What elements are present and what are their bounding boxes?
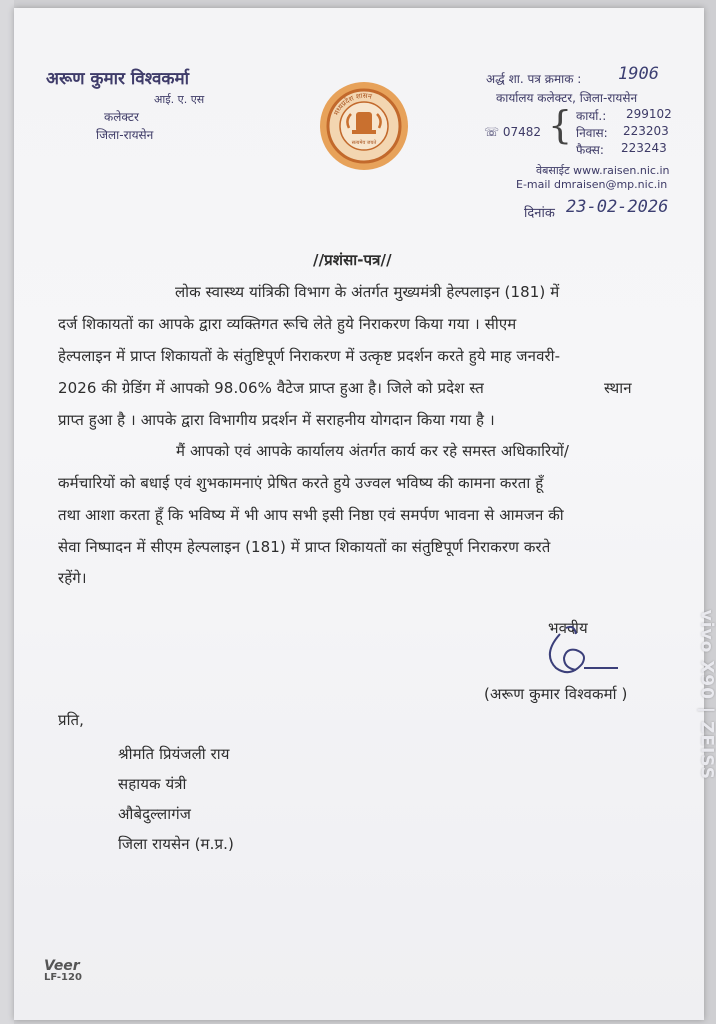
body-line-5: प्राप्त हुआ है । आपके द्वारा विभागीय प्रदर्शन में सराहनीय योगदान किया गया है । [58,411,495,429]
emblem-text: मध्यप्रदेश शासन [332,91,373,117]
date-label: दिनांक [524,206,555,221]
letter-title: //प्रशंसा-पत्र// [313,251,392,269]
signer-name: (अरूण कुमार विश्वकर्मा ) [484,685,628,703]
body-line-1: लोक स्वास्थ्य यांत्रिकी विभाग के अंतर्गत मुख्यमंत्री हेल्पलाइन (181) में [175,283,560,301]
date-value: 23-02-2026 [566,197,669,217]
email: E-mail dmraisen@mp.nic.in [516,178,668,191]
brace-glyph: { [548,103,573,147]
background-edge [0,0,14,1024]
phone-code: ☏ 07482 [484,125,541,139]
sender-district: जिला-रायसेन [96,128,154,142]
ref-label: अर्द्ध शा. पत्र क्रमाक : [486,72,582,86]
paper-brand-logo: Veer LF-120 [44,958,82,983]
phone-office-label: कार्या.: [576,109,607,123]
ref-number: 1906 [618,64,659,84]
body-line-8: तथा आशा करता हूँ कि भविष्य में भी आप सभी इसी निष्ठा एवं समर्पण भावना से आमजन की [58,506,564,524]
sender-name: अरूण कुमार विश्वकर्मा [46,69,190,89]
phone-residence-number: 223203 [623,124,669,138]
fax-number: 223243 [621,141,667,155]
body-line-7: कर्मचारियों को बधाई एवं शुभकामनाएं प्रेषित करते हुये उज्वल भविष्य की कामना करता हूँ [58,474,544,492]
body-line-6: मैं आपको एवं आपके कार्यालय अंतर्गत कार्य कर रहे समस्त अधिकारियों/ [176,442,570,460]
body-line-2: दर्ज शिकायतों का आपके द्वारा व्यक्तिगत रूचि लेते हुये निराकरण किया गया । सीएम [58,315,517,333]
salutation: भवदीय [548,619,588,637]
sender-designation: कलेक्टर [104,110,139,124]
body-line-3: हेल्पलाइन में प्राप्त शिकायतों के संतुष्टिपूर्ण निराकरण में उत्कृष्ट प्रदर्शन करते हुये माह जनवरी- [58,347,561,365]
sender-service: आई. ए. एस [154,93,205,106]
office-name: कार्यालय कलेक्टर, जिला-रायसेन [496,91,638,105]
recipient-prefix: प्रति, [58,711,85,729]
body-line-4-tail: स्थान [604,379,632,397]
recipient-name: श्रीमति प्रियंजली राय [118,745,230,763]
phone-residence-label: निवास: [576,126,608,140]
fax-label: फैक्स: [576,143,604,157]
recipient-district: जिला रायसेन (म.प्र.) [118,835,234,853]
recipient-place: औबेदुल्लागंज [118,805,191,823]
website: वेबसाईट www.raisen.nic.in [536,164,670,177]
recipient-designation: सहायक यंत्री [118,775,187,793]
body-line-4: 2026 की ग्रेडिंग में आपको 98.06% वैटेज प्राप्त हुआ है। जिले को प्रदेश स्त [58,379,484,397]
camera-watermark: vivo X90 | ZEISS [696,609,716,780]
body-line-9: सेवा निष्पादन में सीएम हेल्पलाइन (181) में प्राप्त शिकायतों का संतुष्टिपूर्ण निराकरण करते [58,538,551,556]
body-line-10: रहेंगे। [58,569,87,587]
phone-office-number: 299102 [626,107,672,121]
mp-government-emblem [318,80,410,172]
emblem-motto: सत्यमेव जयते [351,140,377,146]
signature [530,616,630,686]
